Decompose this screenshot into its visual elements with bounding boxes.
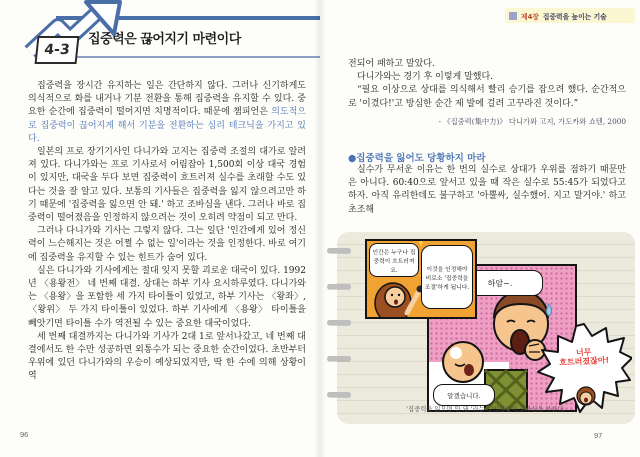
burst-line: 흐트러졌잖아! (559, 355, 610, 368)
highlighted-text: 의도적으로 집중력이 끊어지게 해서 기분을 전환하는 심리 테크닉을 가지고 있다. (28, 107, 306, 144)
page-number-left: 96 (20, 430, 29, 439)
running-head (505, 8, 635, 23)
chapter-square-icon (509, 12, 517, 20)
section-number-badge (35, 36, 80, 64)
spiral-ring-icon (327, 356, 351, 361)
right-page-body-2 (348, 164, 626, 217)
paragraph: 실수가 무서운 이유는 한 번의 실수로 상대가 우위를 점하기 때문만은 아니다. 60:40으로 앞서고 있을 때 작은 실수로 55:45가 되었다고 하자. 아직 유리한데도 불구하고 '아뿔싸, 실수했어. 지고 말거야.' 하고 초조해 (348, 165, 626, 215)
chapter-title: 집중력을 높이는 기술 (542, 12, 607, 21)
paragraph: 그러나 다니가와 기사는 그렇지 않다. 그는 일단 '인간에게 있어 정신력이 느슨해지는 것은 어쩔 수 없는 일'이라는 것을 인정한다. 바로 여기에 집중력을 유지할 수 있는 힌트가 숨어 있다. (28, 226, 306, 263)
speech-text: 하암~. (487, 278, 513, 288)
speech-text: 이것을 인정해야 비로소 '집중력을 조절'하게 됩니다. (424, 266, 470, 291)
sub-heading: ●집중력을 잃어도 당황하지 마라 (348, 153, 486, 164)
speech-bubble-ok (433, 384, 495, 406)
spiral-ring-icon (327, 392, 351, 397)
paragraph (28, 80, 306, 146)
comic-caption: '집중력을 잃으면 안 돼.'라는 강박관념이 조바심을 부른다. (406, 406, 566, 413)
paragraph-text: 집중력을 장시간 유지하는 일은 간단하지 않다. 그러나 신기하게도 의식적으로 화를 내거나 기분 전환을 통해 집중력을 유지할 수 있다. 중요한 순간에 집중력이 떨어지면 치명적이다. 때문에 챔피언은 (28, 81, 306, 118)
paragraph: 전되어 패하고 말았다. (348, 59, 435, 69)
page-number-right: 97 (594, 431, 603, 440)
quote-paragraph: “필요 이상으로 상대를 의식해서 빨리 승기를 잡으려 했다. 순간적으로 '이겼다!'고 방심한 순간 제 발에 걸려 고꾸라진 것이다.” (348, 85, 626, 109)
paragraph: 세 번째 대결까지는 다니가와 기사가 2대 1로 앞서나갔고, 네 번째 대결에서도 한 수만 성공하면 외통수가 되는 중요한 순간이었다. 초반부터 우위에 있던 다니가와의 우승이 예상되었지만, 딱 한 수에 의해 상황이 역 (28, 331, 306, 382)
page-gutter (314, 0, 326, 457)
comic-panel-coach (365, 239, 477, 319)
spiral-ring-icon (327, 320, 351, 325)
section-number: 4-3 (43, 42, 71, 58)
citation: - 《집중력(集中力)》 다니가와 고지, 가도카와 쇼텐, 2000 (438, 116, 626, 126)
section-title: 집중력은 끊어지기 마련이다 (88, 32, 241, 47)
paragraph: 다니가와는 경기 후 이렇게 말했다. (357, 72, 494, 83)
speech-bubble-2 (421, 245, 473, 309)
speech-text: 알겠습니다. (447, 391, 481, 400)
left-page-body (28, 80, 306, 384)
burst-line: 너무 (575, 347, 592, 358)
speech-text: 인간은 누구나 집중력이 흐트러져요. (372, 249, 416, 274)
chapter-label: 제4장 (521, 12, 539, 21)
paragraph: 일본의 프로 장기기사인 다니가와 고지는 집중력 조절의 대가로 알려져 있다. 다니가와는 프로 기사로서 어림잡아 1,500회 이상 대국 경험이 있지만, 대국을 두다 보면 집중력이 흐트러져 실수를 초래할 수도 있다는 것을 잘 알고 있다. 보통의 기사들은 집중력을 잃지 않으려고만 하기 때문에 '집중력을 잃으면 안 돼.' 하고 조바심을 낸다. 그러나 바로 집중력이 떨어졌음을 인정하지 않으려는 것이 오히려 약점이 되고 만다. (28, 147, 306, 224)
spiral-ring-icon (327, 284, 351, 289)
burst-bubble (536, 322, 632, 414)
paragraph: 실은 다니가와 기사에게는 절대 잊지 못할 괴로운 대국이 있다. 1992년 〈용왕전〉 네 번째 대결. 상대는 하부 기사 요시하루였다. 다니가와는 〈용왕〉을 포함한 세 가지 타이틀이 있었고, 하부 기사는 〈왕좌〉, 〈왕위〉 두 가지 타이틀이 있었다. 하부 기사에게 〈용왕〉 타이틀을 빼앗기면 타이틀 수가 역전될 수 있는 중요한 대국이었다. (28, 265, 306, 329)
spiral-ring-icon (327, 248, 351, 253)
speech-bubble-1 (369, 243, 419, 277)
right-page-body (348, 58, 626, 128)
